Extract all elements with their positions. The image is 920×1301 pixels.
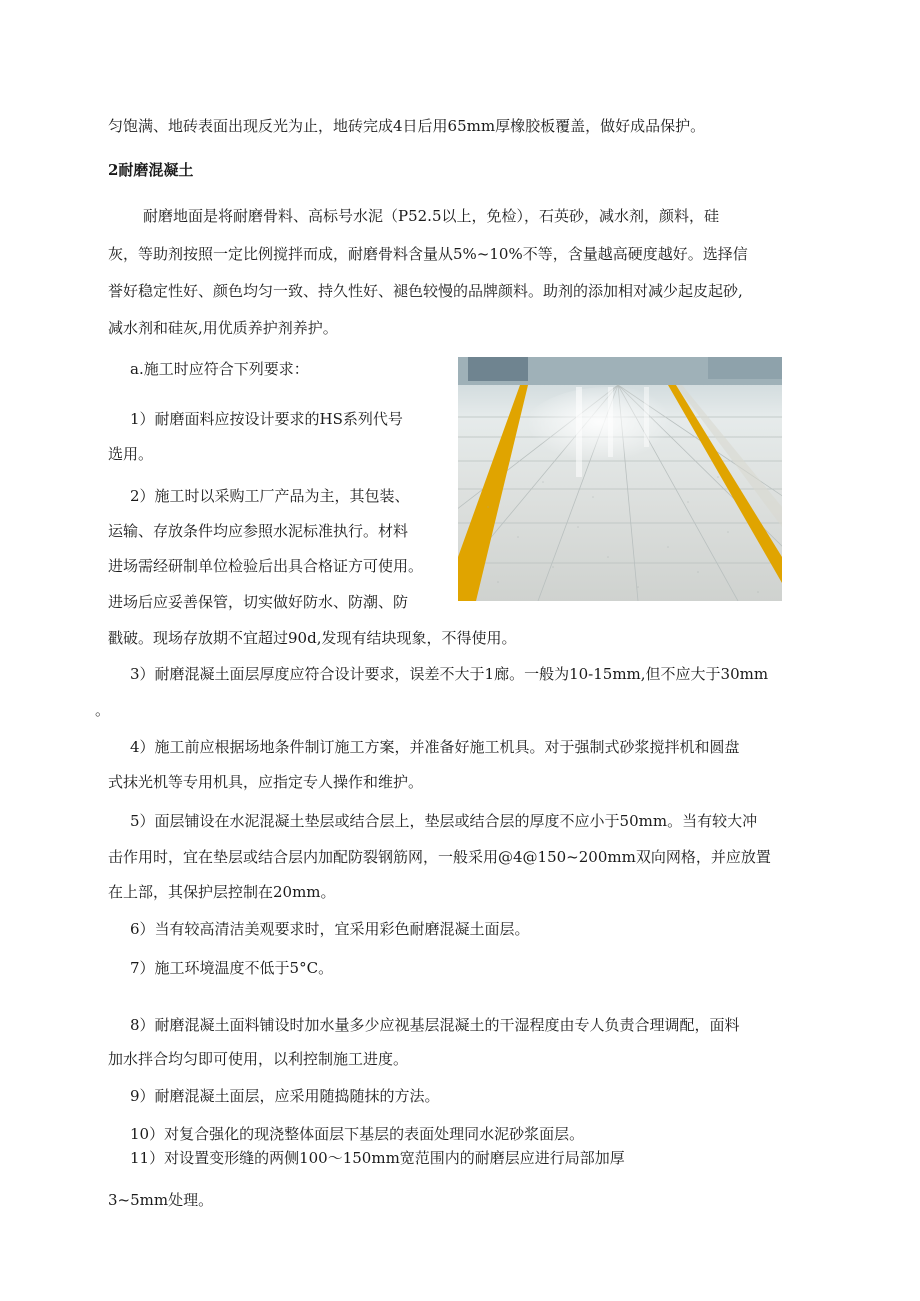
item-3-line-2: 。 <box>95 701 111 719</box>
item-1-line-1: 1）耐磨面料应按设计要求的HS系列代号 <box>130 410 403 428</box>
right-wall-panel <box>708 357 782 379</box>
floor-photo <box>458 357 782 601</box>
section-title: 2耐磨混凝土 <box>108 161 194 179</box>
item-8-line-2: 加水拌合均匀即可使用，以利控制施工进度。 <box>108 1050 409 1068</box>
item-5-line-3: 在上部，其保护层控制在20mm。 <box>108 883 336 901</box>
item-2-line-4: 进场后应妥善保管，切实做好防水、防潮、防 <box>108 593 409 611</box>
intro-line-1: 耐磨地面是将耐磨骨料、高标号水泥（P52.5以上，免检），石英砂，减水剂，颜料，硅 <box>143 207 719 225</box>
item-8-line-1: 8）耐磨混凝土面料铺设时加水量多少应视基层混凝土的干湿程度由专人负责合理调配，面料 <box>130 1016 740 1034</box>
item-2-line-3: 进场需经研制单位检验后出具合格证方可使用。 <box>108 557 424 575</box>
item-11-line-1: 11）对设置变形缝的两侧100～150mm宽范围内的耐磨层应进行局部加厚 <box>130 1149 625 1167</box>
item-3-line-1: 3）耐磨混凝土面层厚度应符合设计要求，误差不大于1廊。一般为10-15mm,但不应大于30mm <box>130 665 769 683</box>
left-wall-panel <box>468 357 528 381</box>
item-1-line-2: 选用。 <box>108 445 154 463</box>
item-6: 6）当有较高清洁美观要求时，宜采用彩色耐磨混凝土面层。 <box>130 920 530 938</box>
item-2-line-1: 2）施工时以采购工厂产品为主，其包装、 <box>130 487 410 505</box>
intro-line-4: 减水剂和硅灰,用优质养护剂养护。 <box>108 319 338 337</box>
item-2-line-5: 戳破。现场存放期不宜超过90d,发现有结块现象，不得使用。 <box>108 629 517 647</box>
item-2-line-2: 运输、存放条件均应参照水泥标准执行。材料 <box>108 522 409 540</box>
item-5-line-1: 5）面层铺设在水泥混凝土垫层或结合层上，垫层或结合层的厚度不应小于50mm。当有较大冲 <box>130 812 758 830</box>
item-11-line-2: 3~5mm处理。 <box>108 1191 214 1209</box>
intro-line-2: 灰，等助剂按照一定比例搅拌而成，耐磨骨料含量从5%~10%不等，含量越高硬度越好。选择信 <box>108 245 748 263</box>
item-9: 9）耐磨混凝土面层，应采用随捣随抹的方法。 <box>130 1087 440 1105</box>
requirements-heading: a.施工时应符合下列要求： <box>130 360 309 378</box>
item-5-line-2: 击作用时，宜在垫层或结合层内加配防裂钢筋网，一般采用@4@150~200mm双向网格，并应放置 <box>108 848 771 866</box>
paragraph-continuation: 匀饱满、地砖表面出现反光为止，地砖完成4日后用65mm厚橡胶板覆盖，做好成品保护。 <box>108 117 706 135</box>
item-7: 7）施工环境温度不低于5°C。 <box>130 959 334 977</box>
item-10: 10）对复合强化的现浇整体面层下基层的表面处理同水泥砂浆面层。 <box>130 1125 585 1143</box>
item-4-line-2: 式抹光机等专用机具，应指定专人操作和维护。 <box>108 773 424 791</box>
intro-line-3: 誉好稳定性好、颜色均匀一致、持久性好、褪色较慢的品牌颜料。助剂的添加相对减少起皮起砂, <box>108 282 743 300</box>
item-4-line-1: 4）施工前应根据场地条件制订施工方案，并准备好施工机具。对于强制式砂浆搅拌机和圆盘 <box>130 738 740 756</box>
